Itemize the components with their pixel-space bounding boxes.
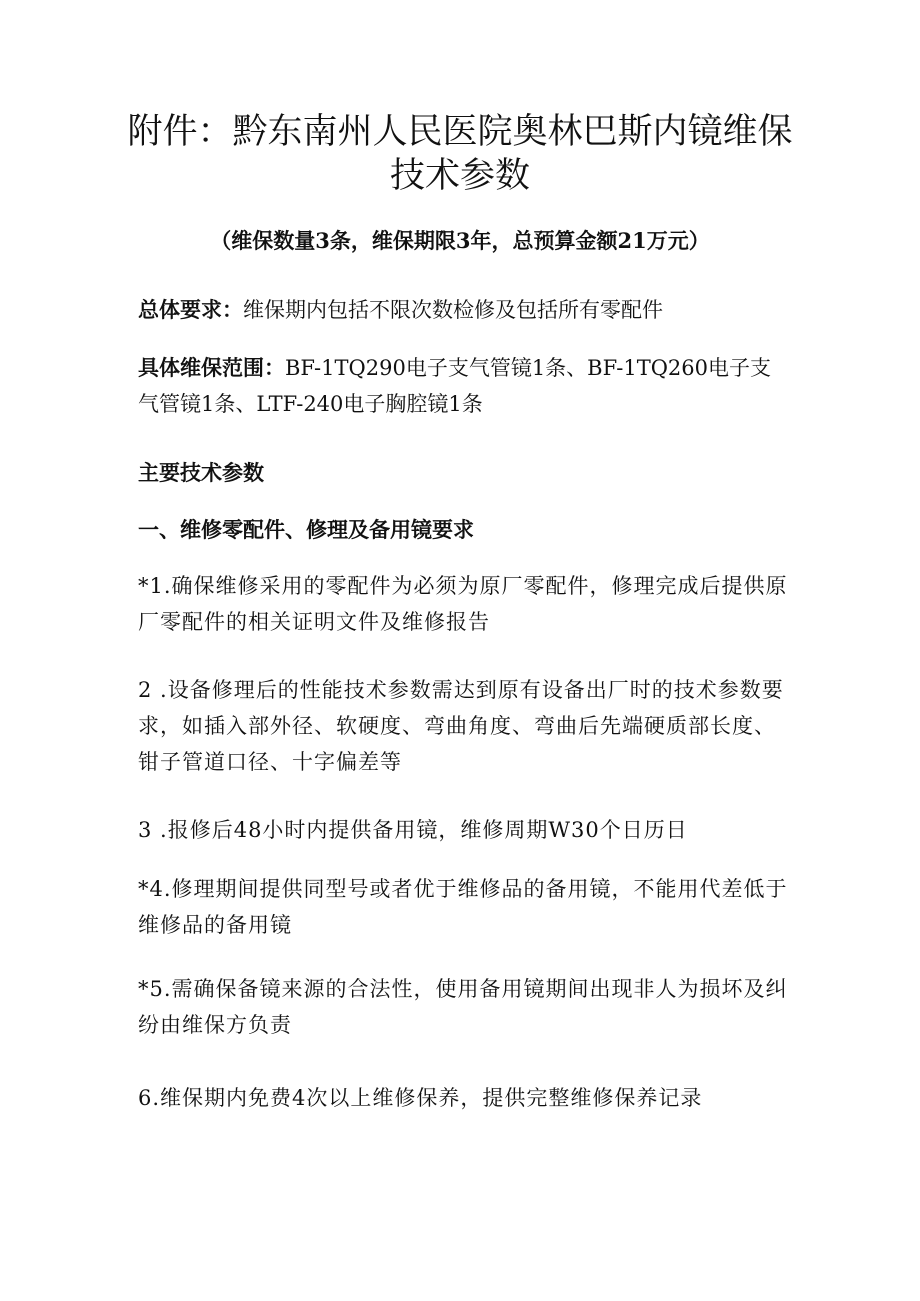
requirement-item-4: *4.修理期间提供同型号或者优于维修品的备用镜，不能用代差低于维修品的备用镜 <box>138 877 788 937</box>
requirement-item-6: 6.维保期内免费4次以上维修保养，提供完整维修保养记录 <box>138 1086 703 1110</box>
requirement-item-1: *1.确保维修采用的零配件为必须为原厂零配件，修理完成后提供原厂零配件的相关证明文件及维修报告 <box>138 574 788 634</box>
title-line-1: 附件：黔东南州人民医院奥林巴斯内镜维保 <box>127 112 793 152</box>
overall-requirement-text: 维保期内包括不限次数检修及包括所有零配件 <box>243 298 663 322</box>
maintenance-scope-label: 具体维保范围： <box>138 355 285 380</box>
requirement-item-3: 3 .报修后48小时内提供备用镜，维修周期W30个日历日 <box>138 818 688 842</box>
document-title <box>100 110 820 198</box>
overall-requirement-label: 总体要求： <box>138 297 243 322</box>
budget-summary: （维保数量3条，维保期限3年，总预算金额21万元） <box>210 228 710 253</box>
requirement-item-5: *5.需确保备镜来源的合法性，使用备用镜期间出现非人为损坏及纠纷由维保方负责 <box>138 977 788 1037</box>
section-one-heading: 一、维修零配件、修理及备用镜要求 <box>138 517 474 542</box>
maintenance-scope-text: BF-1TQ290电子支气管镜1条、BF-1TQ260电子支气管镜1条、LTF-240电子胸腔镜1条 <box>138 356 772 416</box>
overall-requirement <box>138 292 788 328</box>
title-line-2: 技术参数 <box>389 156 530 196</box>
section-main-parameters: 主要技术参数 <box>138 460 264 485</box>
requirement-item-2: 2 .设备修理后的性能技术参数需达到原有设备出厂时的技术参数要求，如插入部外径、软硬度、弯曲角度、弯曲后先端硬质部长度、钳子管道口径、十字偏差等 <box>138 678 784 774</box>
maintenance-scope <box>138 350 788 422</box>
